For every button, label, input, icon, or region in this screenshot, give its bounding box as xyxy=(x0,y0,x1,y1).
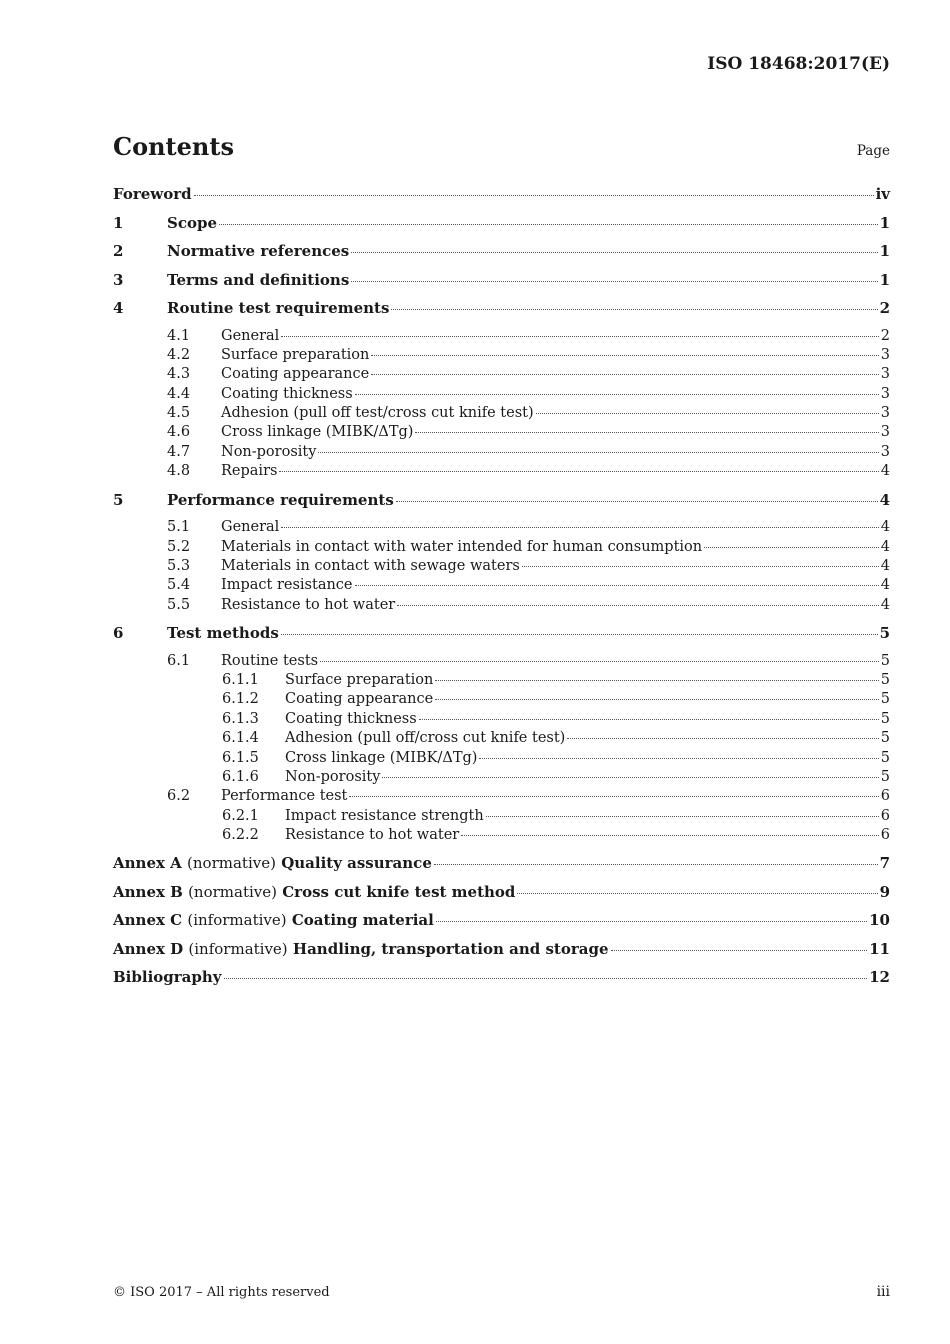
toc-entry-title: Routine tests xyxy=(221,652,319,669)
toc-entry[interactable] xyxy=(113,624,890,653)
toc-entry[interactable] xyxy=(113,691,890,710)
toc-entry-title: Coating thickness xyxy=(285,710,417,727)
dot-leader xyxy=(611,950,868,951)
toc-entry-title: Coating thickness xyxy=(221,385,353,402)
toc-entry-number: 6.1 xyxy=(167,652,191,669)
toc-entry-title: Cross cut knife test method xyxy=(282,882,516,901)
toc-entry-number: 6.2.2 xyxy=(222,827,259,844)
toc-entry-number: 6.2 xyxy=(167,788,191,805)
toc-entry-page: 5 xyxy=(880,749,890,766)
table-of-contents xyxy=(113,185,890,997)
toc-entry-title: Surface preparation xyxy=(221,346,370,363)
toc-entry-title: Bibliography xyxy=(113,968,222,987)
dot-leader xyxy=(281,634,878,635)
toc-entry-page: 4 xyxy=(880,577,890,594)
toc-entry-title: Adhesion (pull off test/cross cut knife test) xyxy=(221,405,534,422)
toc-entry[interactable] xyxy=(113,883,890,912)
toc-entry-page: 4 xyxy=(880,557,890,574)
toc-entry[interactable] xyxy=(113,911,890,940)
toc-entry-title: General xyxy=(221,519,280,536)
toc-entry[interactable] xyxy=(113,577,890,596)
toc-entry-title: Surface preparation xyxy=(285,671,434,688)
toc-entry-number: 4.4 xyxy=(167,385,191,402)
toc-entry-page: 5 xyxy=(880,652,890,669)
toc-entry-title: Adhesion (pull off/cross cut knife test) xyxy=(285,730,566,747)
toc-entry[interactable] xyxy=(113,328,890,347)
toc-entry-number: 6.1.4 xyxy=(222,730,259,747)
toc-entry-page: 3 xyxy=(880,443,890,460)
toc-entry-number: 4.1 xyxy=(167,327,191,344)
toc-entry-page: 2 xyxy=(880,327,890,344)
toc-entry-title: Normative references xyxy=(167,242,350,260)
toc-entry-number: 2 xyxy=(113,242,124,260)
dot-leader xyxy=(391,309,877,310)
annex-label: Annex B xyxy=(113,882,183,901)
toc-entry-number: 4.8 xyxy=(167,463,191,480)
toc-entry-page: 1 xyxy=(879,270,890,289)
toc-entry-page: 5 xyxy=(880,768,890,785)
toc-entry[interactable] xyxy=(113,242,890,271)
toc-entry-number: 5.5 xyxy=(167,596,191,613)
toc-entry[interactable] xyxy=(113,940,890,969)
toc-entry[interactable] xyxy=(113,366,890,385)
toc-entry-title: Impact resistance strength xyxy=(285,807,484,824)
dot-leader xyxy=(522,566,879,567)
toc-entry-number: 5 xyxy=(113,490,124,509)
dot-leader xyxy=(536,413,879,414)
toc-entry[interactable] xyxy=(113,491,890,520)
toc-entry-page: 4 xyxy=(880,538,890,555)
toc-entry-number: 6.1.2 xyxy=(222,691,259,708)
dot-leader xyxy=(355,394,879,395)
toc-entry[interactable] xyxy=(113,711,890,730)
toc-entry[interactable] xyxy=(113,827,890,846)
toc-entry[interactable] xyxy=(113,730,890,749)
dot-leader xyxy=(318,452,878,453)
toc-entry-page: 5 xyxy=(880,710,890,727)
toc-entry-title: Repairs xyxy=(221,463,278,480)
toc-entry[interactable] xyxy=(113,271,890,300)
annex-type: (normative) xyxy=(188,882,277,901)
toc-entry-title: Quality assurance xyxy=(281,854,432,873)
toc-entry[interactable] xyxy=(113,808,890,827)
annex-type: (informative) xyxy=(188,939,288,958)
annex-type: (normative) xyxy=(187,854,276,873)
dot-leader xyxy=(219,224,878,225)
toc-entry-page: 1 xyxy=(879,242,890,260)
annex-label: Annex A xyxy=(113,854,182,873)
toc-entry[interactable] xyxy=(113,968,890,997)
toc-entry-number: 6.1.3 xyxy=(222,710,259,727)
toc-entry-page: 3 xyxy=(880,385,890,402)
toc-entry-number: 6.1.5 xyxy=(222,749,259,766)
toc-entry-page: 4 xyxy=(880,463,890,480)
toc-entry[interactable] xyxy=(113,214,890,243)
toc-entry-title: Non-porosity xyxy=(285,768,381,785)
dot-leader xyxy=(349,796,878,797)
toc-entry-title: Cross linkage (MIBK/ΔTg) xyxy=(221,424,414,441)
toc-entry-title: Materials in contact with sewage waters xyxy=(221,557,520,574)
toc-entry-title: Performance requirements xyxy=(167,490,394,509)
toc-entry-page: 5 xyxy=(879,624,890,643)
dot-leader xyxy=(371,374,879,375)
toc-entry[interactable] xyxy=(113,769,890,788)
dot-leader xyxy=(486,816,879,817)
dot-leader xyxy=(435,699,879,700)
dot-leader xyxy=(224,978,868,979)
toc-entry-number: 4 xyxy=(113,299,124,317)
toc-entry-number: 6 xyxy=(113,624,124,643)
toc-entry-page: 3 xyxy=(880,366,890,383)
toc-entry-page: iv xyxy=(875,185,890,203)
toc-entry-number: 4.2 xyxy=(167,346,191,363)
toc-entry[interactable] xyxy=(113,788,890,807)
toc-entry[interactable] xyxy=(113,444,890,463)
annex-label: Annex D xyxy=(113,939,184,958)
toc-entry[interactable] xyxy=(113,424,890,443)
dot-leader xyxy=(355,585,879,586)
toc-entry-title: Coating appearance xyxy=(221,366,370,383)
dot-leader xyxy=(436,921,867,922)
toc-entry-page: 5 xyxy=(880,730,890,747)
toc-entry-page: 3 xyxy=(880,405,890,422)
toc-entry-page: 5 xyxy=(880,671,890,688)
toc-entry-page: 4 xyxy=(880,519,890,536)
toc-entry-page: 9 xyxy=(879,882,890,901)
dot-leader xyxy=(397,605,879,606)
toc-entry-page: 6 xyxy=(880,807,890,824)
toc-entry-title: Materials in contact with water intended for human consumption xyxy=(221,538,703,555)
dot-leader xyxy=(479,758,878,759)
toc-entry-number: 5.4 xyxy=(167,577,191,594)
toc-entry[interactable] xyxy=(113,463,890,482)
toc-entry-number: 1 xyxy=(113,213,124,232)
contents-title: Contents xyxy=(113,132,234,161)
dot-leader xyxy=(320,661,879,662)
toc-entry-title: Foreword xyxy=(113,185,192,203)
toc-entry-number: 5.3 xyxy=(167,557,191,574)
toc-entry-page: 4 xyxy=(880,596,890,613)
dot-leader xyxy=(281,336,878,337)
toc-entry-title: Coating material xyxy=(291,911,434,930)
dot-leader xyxy=(461,835,879,836)
document-code: ISO 18468:2017(E) xyxy=(707,54,890,74)
toc-entry-page: 6 xyxy=(880,827,890,844)
dot-leader xyxy=(279,471,878,472)
toc-entry-title: Coating appearance xyxy=(285,691,434,708)
toc-entry-number: 4.5 xyxy=(167,405,191,422)
toc-entry-title: Resistance to hot water xyxy=(221,596,396,613)
toc-entry-number: 3 xyxy=(113,270,124,289)
dot-leader xyxy=(415,432,878,433)
toc-entry-title: Terms and definitions xyxy=(167,270,350,289)
toc-entry-number: 5.1 xyxy=(167,519,191,536)
toc-entry-page: 3 xyxy=(880,346,890,363)
dot-leader xyxy=(419,719,879,720)
toc-entry-title: Cross linkage (MIBK/ΔTg) xyxy=(285,749,478,766)
toc-entry-number: 4.3 xyxy=(167,366,191,383)
dot-leader xyxy=(435,680,878,681)
dot-leader xyxy=(382,777,878,778)
dot-leader xyxy=(351,252,877,253)
toc-entry-page: 7 xyxy=(879,854,890,873)
toc-entry-number: 6.2.1 xyxy=(222,807,259,824)
annex-label: Annex C xyxy=(113,911,183,930)
page-column-label: Page xyxy=(856,143,890,159)
toc-entry-page: 5 xyxy=(880,691,890,708)
toc-entry[interactable] xyxy=(113,405,890,424)
toc-entry[interactable] xyxy=(113,597,890,616)
dot-leader xyxy=(396,501,878,502)
dot-leader xyxy=(281,527,878,528)
toc-entry-number: 4.7 xyxy=(167,443,191,460)
toc-entry[interactable] xyxy=(113,519,890,538)
toc-entry[interactable] xyxy=(113,750,890,769)
toc-entry-title: Resistance to hot water xyxy=(285,827,460,844)
dot-leader xyxy=(371,355,878,356)
toc-entry-title: Non-porosity xyxy=(221,443,317,460)
toc-entry-page: 12 xyxy=(869,968,890,987)
toc-entry[interactable] xyxy=(113,539,890,558)
dot-leader xyxy=(517,893,877,894)
toc-entry-page: 2 xyxy=(879,299,890,317)
toc-entry-page: 10 xyxy=(869,911,890,930)
toc-entry[interactable] xyxy=(113,672,890,691)
dot-leader xyxy=(194,195,874,196)
toc-entry-number: 6.1.6 xyxy=(222,768,259,785)
toc-entry[interactable] xyxy=(113,185,890,214)
dot-leader xyxy=(351,281,877,282)
dot-leader xyxy=(567,738,878,739)
toc-entry[interactable] xyxy=(113,854,890,883)
toc-entry-title: Scope xyxy=(167,213,218,232)
toc-entry-page: 6 xyxy=(880,788,890,805)
page-number: iii xyxy=(876,1284,890,1300)
toc-entry[interactable] xyxy=(113,299,890,328)
toc-entry-page: 3 xyxy=(880,424,890,441)
toc-entry-page: 1 xyxy=(879,213,890,232)
toc-entry[interactable] xyxy=(113,558,890,577)
toc-entry-title: Routine test requirements xyxy=(167,299,390,317)
toc-entry-number: 5.2 xyxy=(167,538,191,555)
toc-entry-title: Performance test xyxy=(221,788,348,805)
toc-entry[interactable] xyxy=(113,347,890,366)
toc-entry-number: 4.6 xyxy=(167,424,191,441)
toc-entry-number: 6.1.1 xyxy=(222,671,259,688)
toc-entry[interactable] xyxy=(113,653,890,672)
toc-entry[interactable] xyxy=(113,386,890,405)
toc-entry-title: Handling, transportation and storage xyxy=(292,939,609,958)
dot-leader xyxy=(704,547,879,548)
toc-entry-title: Test methods xyxy=(167,624,279,643)
dot-leader xyxy=(434,864,878,865)
toc-entry-page: 4 xyxy=(879,490,890,509)
toc-entry-title: General xyxy=(221,327,280,344)
copyright-notice: © ISO 2017 – All rights reserved xyxy=(113,1285,330,1300)
toc-entry-title: Impact resistance xyxy=(221,577,353,594)
annex-type: (informative) xyxy=(187,911,287,930)
toc-entry-page: 11 xyxy=(869,939,890,958)
